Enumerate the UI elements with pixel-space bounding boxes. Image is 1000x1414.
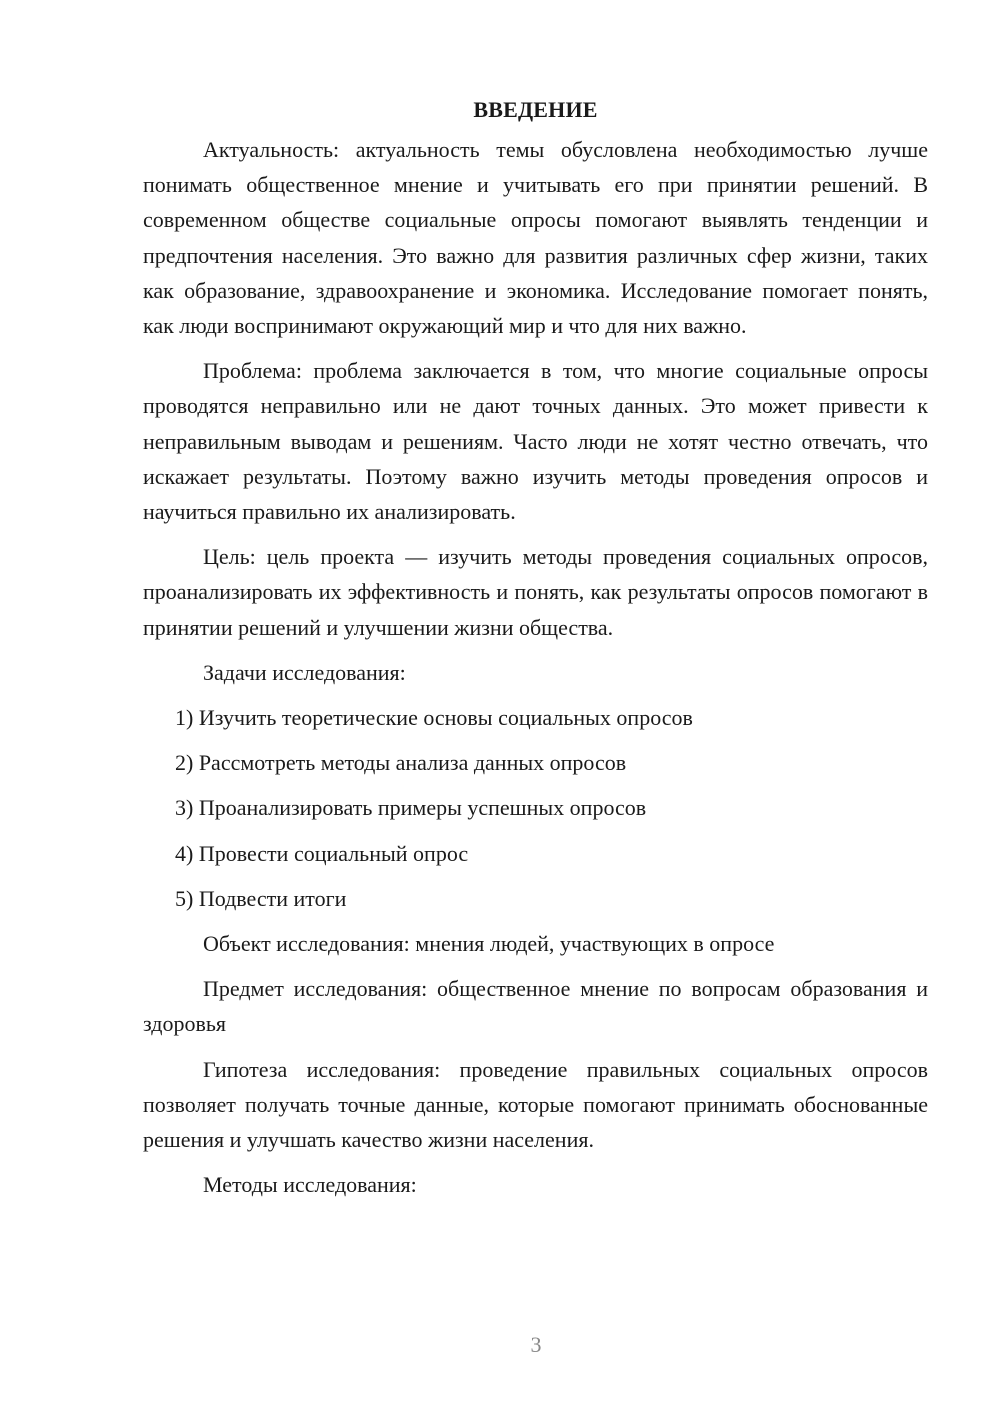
list-item: 5) Подвести итоги xyxy=(175,885,347,911)
paragraph-problem: Проблема: проблема заключается в том, что многие социальные опросы проводятся неправильно или не дают точных данных. Это может привести к неправильным выводам и решениям. Часто люди не хотят честно отвечать, что искажает результаты. Поэтому важно изучить методы проведения опросов и научиться правильно их анализировать. xyxy=(143,358,928,525)
page-number: 3 xyxy=(530,1332,542,1357)
tasks-list xyxy=(143,700,928,916)
paragraph-relevance: Актуальность: актуальность темы обусловлена необходимостью лучше понимать общественное мнение и учитывать его при принятии решений. В современном обществе социальные опросы помогают выявлять тенденции и предпочтения населения. Это важно для развития различных сфер жизни, таких как образование, здравоохранение и экономика. Исследование помогает понять, как люди воспринимают окружающий мир и что для них важно. xyxy=(143,137,928,339)
document-page xyxy=(143,92,928,1212)
paragraph-hypothesis: Гипотеза исследования: проведение правильных социальных опросов позволяет получать точные данные, которые помогают принимать обоснованные решения и улучшать качество жизни населения. xyxy=(143,1056,928,1153)
paragraph-object: Объект исследования: мнения людей, участвующих в опросе xyxy=(203,931,775,957)
methods-heading: Методы исследования: xyxy=(203,1172,417,1198)
list-item: 1) Изучить теоретические основы социальных опросов xyxy=(175,705,693,731)
list-item: 4) Провести социальный опрос xyxy=(175,840,469,866)
list-item: 2) Рассмотреть методы анализа данных опросов xyxy=(175,750,627,776)
tasks-heading: Задачи исследования: xyxy=(203,659,406,685)
list-item: 3) Проанализировать примеры успешных опросов xyxy=(175,795,647,821)
paragraph-goal: Цель: цель проекта — изучить методы проведения социальных опросов, проанализировать их эффективность и понять, как результаты опросов помогают в принятии решений и улучшении жизни общества. xyxy=(143,544,928,640)
section-title: ВВЕДЕНИЕ xyxy=(473,97,598,122)
paragraph-subject: Предмет исследования: общественное мнение по вопросам образования и здоровья xyxy=(143,976,928,1037)
